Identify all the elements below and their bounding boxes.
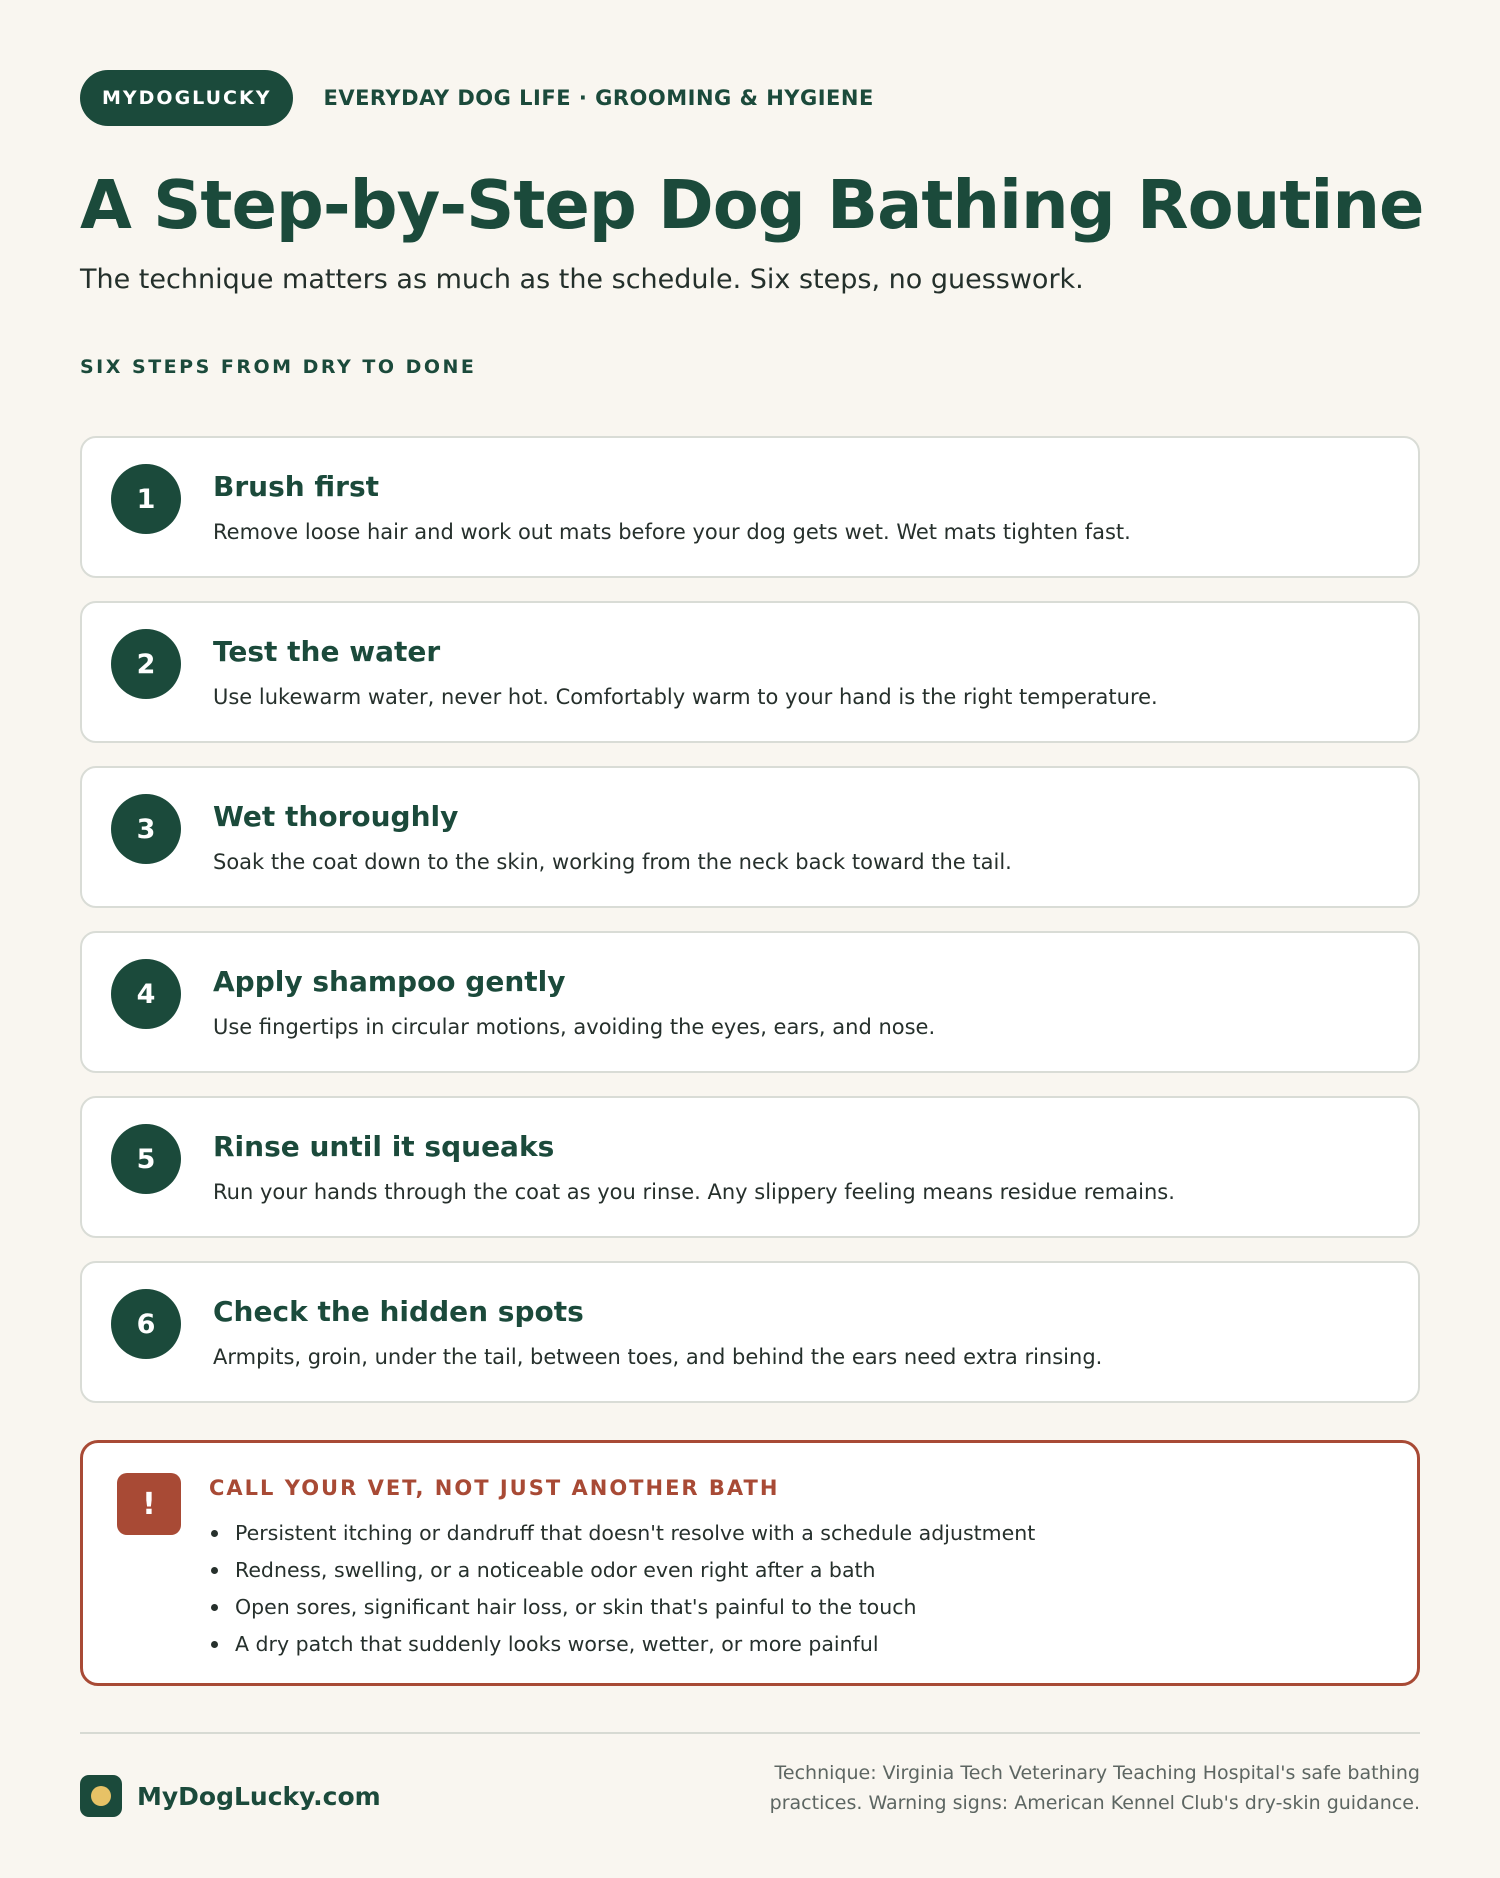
exclamation-icon: ! xyxy=(117,1473,181,1535)
source-credit xyxy=(720,1758,1420,1818)
breadcrumb: EVERYDAY DOG LIFE · GROOMING & HYGIENE xyxy=(323,86,874,110)
warning-list xyxy=(209,1515,1035,1663)
step-card xyxy=(80,766,1420,908)
step-card xyxy=(80,1261,1420,1403)
step-title: Test the water xyxy=(213,635,441,668)
list-item: Redness, swelling, or a noticeable odor even right after a bath xyxy=(209,1552,1035,1589)
step-description: Soak the coat down to the skin, working from the neck back toward the tail. xyxy=(213,850,1012,874)
step-title: Brush first xyxy=(213,470,380,503)
steps-list xyxy=(80,436,1420,1426)
page-title: A Step-by-Step Dog Bathing Routine xyxy=(80,166,1424,244)
step-card xyxy=(80,1096,1420,1238)
step-card xyxy=(80,601,1420,743)
footer-divider xyxy=(80,1732,1420,1734)
step-title: Apply shampoo gently xyxy=(213,965,566,998)
list-item: A dry patch that suddenly looks worse, wetter, or more painful xyxy=(209,1626,1035,1663)
warning-title: CALL YOUR VET, NOT JUST ANOTHER BATH xyxy=(209,1476,780,1500)
vet-warning-box xyxy=(80,1440,1420,1686)
logo-icon xyxy=(80,1775,122,1817)
step-description: Use fingertips in circular motions, avoiding the eyes, ears, and nose. xyxy=(213,1015,936,1039)
page-subtitle: The technique matters as much as the schedule. Six steps, no guesswork. xyxy=(80,264,1084,295)
brand-badge[interactable]: MYDOGLUCKY xyxy=(80,70,293,126)
step-description: Remove loose hair and work out mats before your dog gets wet. Wet mats tighten fast. xyxy=(213,520,1131,544)
list-item: Persistent itching or dandruff that doesn't resolve with a schedule adjustment xyxy=(209,1515,1035,1552)
step-number-badge: 3 xyxy=(111,794,181,864)
step-number-badge: 6 xyxy=(111,1289,181,1359)
step-title: Check the hidden spots xyxy=(213,1295,584,1328)
header-topline xyxy=(80,70,874,126)
step-card xyxy=(80,436,1420,578)
step-description: Run your hands through the coat as you rinse. Any slippery feeling means residue remains. xyxy=(213,1180,1175,1204)
steps-heading: SIX STEPS FROM DRY TO DONE xyxy=(80,356,477,378)
step-number-badge: 4 xyxy=(111,959,181,1029)
infographic-page xyxy=(80,0,1424,1878)
step-title: Rinse until it squeaks xyxy=(213,1130,555,1163)
step-number-badge: 2 xyxy=(111,629,181,699)
step-number-badge: 1 xyxy=(111,464,181,534)
step-description: Armpits, groin, under the tail, between toes, and behind the ears need extra rinsing. xyxy=(213,1345,1103,1369)
credit-line: Technique: Virginia Tech Veterinary Teaching Hospital's safe bathing xyxy=(774,1762,1420,1784)
site-link[interactable]: MyDogLucky.com xyxy=(137,1781,381,1811)
step-title: Wet thoroughly xyxy=(213,800,459,833)
step-card xyxy=(80,931,1420,1073)
step-number-badge: 5 xyxy=(111,1124,181,1194)
list-item: Open sores, significant hair loss, or skin that's painful to the touch xyxy=(209,1589,1035,1626)
footer-logo[interactable] xyxy=(80,1775,381,1817)
step-description: Use lukewarm water, never hot. Comfortably warm to your hand is the right temperature. xyxy=(213,685,1158,709)
credit-line: practices. Warning signs: American Kennel Club's dry-skin guidance. xyxy=(769,1792,1420,1814)
